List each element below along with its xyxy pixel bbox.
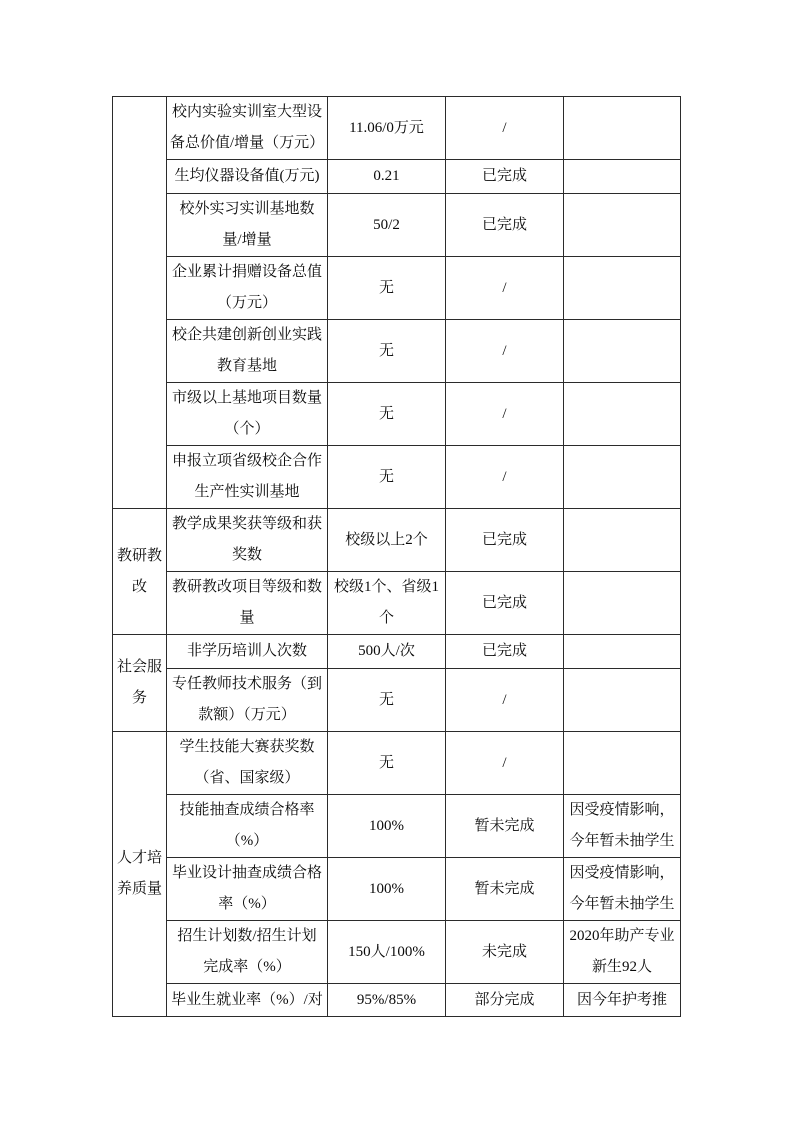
- note-cell: [564, 257, 681, 320]
- value-cell: 0.21: [328, 160, 446, 194]
- indicator-cell: 毕业设计抽查成绩合格率（%）: [167, 858, 328, 921]
- note-cell: 因受疫情影响，今年暂未抽学生: [564, 795, 681, 858]
- value-cell: 100%: [328, 795, 446, 858]
- table-row: [113, 160, 681, 194]
- table-row: [113, 669, 681, 732]
- value-cell: 校级以上2个: [328, 509, 446, 572]
- value-cell: 无: [328, 669, 446, 732]
- indicator-cell: 毕业生就业率（%）/对: [167, 984, 328, 1017]
- value-cell: 无: [328, 257, 446, 320]
- status-cell: 已完成: [446, 635, 564, 669]
- note-cell: [564, 320, 681, 383]
- value-cell: 无: [328, 732, 446, 795]
- note-cell: [564, 732, 681, 795]
- note-cell: [564, 97, 681, 160]
- status-cell: 已完成: [446, 194, 564, 257]
- table-row: [113, 97, 681, 160]
- value-cell: 无: [328, 446, 446, 509]
- value-cell: 无: [328, 320, 446, 383]
- indicator-cell: 教研教改项目等级和数量: [167, 572, 328, 635]
- value-cell: 11.06/0万元: [328, 97, 446, 160]
- table-row: [113, 383, 681, 446]
- value-cell: 500人/次: [328, 635, 446, 669]
- indicator-cell: 非学历培训人次数: [167, 635, 328, 669]
- table-row: [113, 984, 681, 1017]
- indicator-cell: 学生技能大赛获奖数（省、国家级）: [167, 732, 328, 795]
- indicator-cell: 校外实习实训基地数量/增量: [167, 194, 328, 257]
- value-cell: 50/2: [328, 194, 446, 257]
- status-cell: 部分完成: [446, 984, 564, 1017]
- note-cell: 因受疫情影响，今年暂未抽学生: [564, 858, 681, 921]
- table-row: [113, 858, 681, 921]
- table-row: [113, 572, 681, 635]
- table-row: [113, 635, 681, 669]
- table-row: [113, 732, 681, 795]
- status-cell: /: [446, 732, 564, 795]
- note-cell: [564, 572, 681, 635]
- status-cell: /: [446, 257, 564, 320]
- note-cell: [564, 383, 681, 446]
- status-cell: 已完成: [446, 509, 564, 572]
- table-row: [113, 194, 681, 257]
- status-cell: /: [446, 97, 564, 160]
- status-cell: 未完成: [446, 921, 564, 984]
- indicator-cell: 教学成果奖获等级和获奖数: [167, 509, 328, 572]
- status-cell: 暂未完成: [446, 858, 564, 921]
- note-cell: [564, 635, 681, 669]
- value-cell: 95%/85%: [328, 984, 446, 1017]
- indicator-cell: 专任教师技术服务（到款额）（万元）: [167, 669, 328, 732]
- note-cell: [564, 160, 681, 194]
- note-cell: [564, 509, 681, 572]
- status-cell: 已完成: [446, 160, 564, 194]
- status-cell: /: [446, 383, 564, 446]
- note-cell: 因今年护考推: [564, 984, 681, 1017]
- table-row: [113, 320, 681, 383]
- indicator-cell: 生均仪器设备值(万元): [167, 160, 328, 194]
- progress-table: [112, 96, 681, 1017]
- note-cell: [564, 446, 681, 509]
- table-row: [113, 921, 681, 984]
- category-cell: [113, 97, 167, 509]
- value-cell: 无: [328, 383, 446, 446]
- indicator-cell: 市级以上基地项目数量（个）: [167, 383, 328, 446]
- status-cell: /: [446, 446, 564, 509]
- table-row: [113, 509, 681, 572]
- indicator-cell: 校企共建创新创业实践教育基地: [167, 320, 328, 383]
- note-cell: [564, 669, 681, 732]
- note-cell: [564, 194, 681, 257]
- category-cell: 教研教改: [113, 509, 167, 635]
- indicator-cell: 企业累计捐赠设备总值（万元）: [167, 257, 328, 320]
- value-cell: 校级1个、省级1个: [328, 572, 446, 635]
- table-row: [113, 257, 681, 320]
- table-row: [113, 446, 681, 509]
- value-cell: 100%: [328, 858, 446, 921]
- category-cell: 人才培养质量: [113, 732, 167, 1017]
- status-cell: /: [446, 669, 564, 732]
- indicator-cell: 校内实验实训室大型设备总价值/增量（万元）: [167, 97, 328, 160]
- status-cell: 暂未完成: [446, 795, 564, 858]
- status-cell: /: [446, 320, 564, 383]
- status-cell: 已完成: [446, 572, 564, 635]
- indicator-cell: 技能抽查成绩合格率（%）: [167, 795, 328, 858]
- category-cell: 社会服务: [113, 635, 167, 732]
- value-cell: 150人/100%: [328, 921, 446, 984]
- table-row: [113, 795, 681, 858]
- note-cell: 2020年助产专业新生92人: [564, 921, 681, 984]
- indicator-cell: 招生计划数/招生计划完成率（%）: [167, 921, 328, 984]
- indicator-cell: 申报立项省级校企合作生产性实训基地: [167, 446, 328, 509]
